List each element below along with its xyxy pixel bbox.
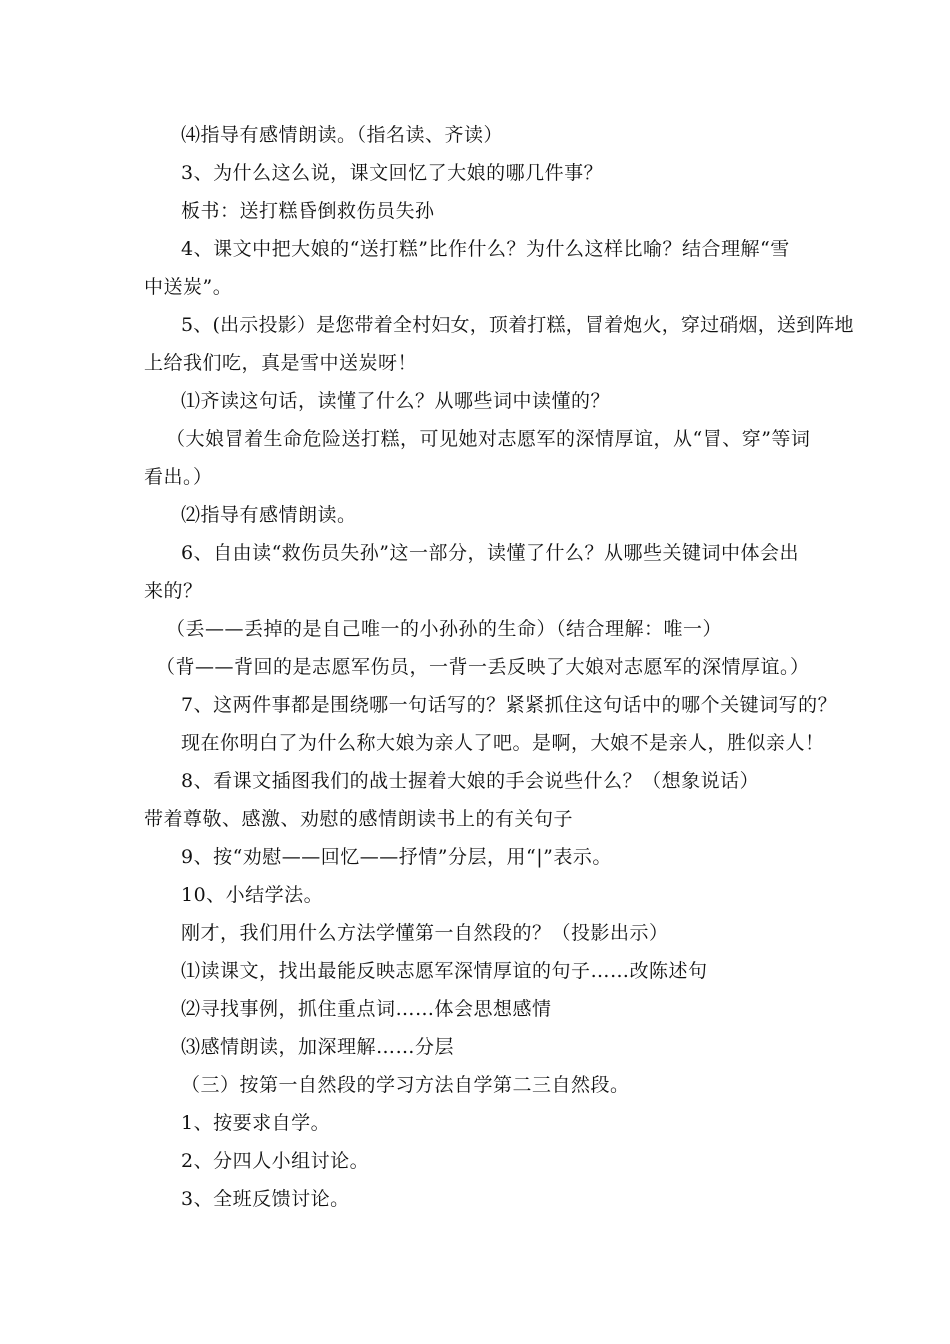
- text-line: 中送炭”。: [144, 276, 233, 298]
- text-line: ⑵寻找事例，抓住重点词……体会思想感情: [181, 998, 552, 1020]
- text-line: 6、自由读“救伤员失孙”这一部分，读懂了什么？从哪些关键词中体会出: [181, 542, 800, 564]
- text-line: ⑷指导有感情朗读。（指名读、齐读）: [181, 124, 504, 146]
- text-line: （丢——丢掉的是自己唯一的小孙孙的生命）（结合理解：唯一）: [166, 618, 723, 640]
- text-line: ⑵指导有感情朗读。: [181, 504, 357, 526]
- text-line: ⑴齐读这句话，读懂了什么？从哪些词中读懂的？: [181, 390, 611, 412]
- text-line: 3、为什么这么说，课文回忆了大娘的哪几件事？: [181, 162, 604, 184]
- text-line: 板书：送打糕昏倒救伤员失孙: [181, 200, 435, 222]
- text-line: 带着尊敬、感激、劝慰的感情朗读书上的有关句子: [144, 808, 574, 830]
- text-line: 上给我们吃，真是雪中送炭呀！: [144, 352, 418, 374]
- text-line: 刚才，我们用什么方法学懂第一自然段的？（投影出示）: [181, 922, 669, 944]
- text-line: 3、全班反馈讨论。: [181, 1188, 350, 1210]
- text-line: 2、分四人小组讨论。: [181, 1150, 370, 1172]
- text-line: 8、看课文插图我们的战士握着大娘的手会说些什么？（想象说话）: [181, 770, 760, 792]
- text-line: 10、小结学法。: [181, 884, 324, 906]
- text-line: ⑶感情朗读，加深理解……分层: [181, 1036, 455, 1058]
- text-line: 9、按“劝慰——回忆——抒情”分层，用“|”表示。: [181, 846, 612, 868]
- text-line: 4、课文中把大娘的“送打糕”比作什么？为什么这样比喻？结合理解“雪: [181, 238, 790, 260]
- text-line: 现在你明白了为什么称大娘为亲人了吧。是啊，大娘不是亲人，胜似亲人！: [181, 732, 825, 754]
- text-line: 看出。）: [144, 466, 213, 488]
- text-line: 1、按要求自学。: [181, 1112, 331, 1134]
- text-line: （背——背回的是志愿军伤员，一背一丢反映了大娘对志愿军的深情厚谊。）: [156, 656, 810, 678]
- text-line: 7、这两件事都是围绕哪一句话写的？紧紧抓住这句话中的哪个关键词写的？: [181, 694, 838, 716]
- text-line: （三）按第一自然段的学习方法自学第二三自然段。: [181, 1074, 630, 1096]
- text-line: 来的？: [144, 580, 203, 602]
- text-line: ⑴读课文，找出最能反映志愿军深情厚谊的句子……改陈述句: [181, 960, 708, 982]
- text-line: 5、(出示投影）是您带着全村妇女，顶着打糕，冒着炮火，穿过硝烟，送到阵地: [181, 314, 854, 336]
- text-line: （大娘冒着生命危险送打糕，可见她对志愿军的深情厚谊，从“冒、穿”等词: [166, 428, 811, 450]
